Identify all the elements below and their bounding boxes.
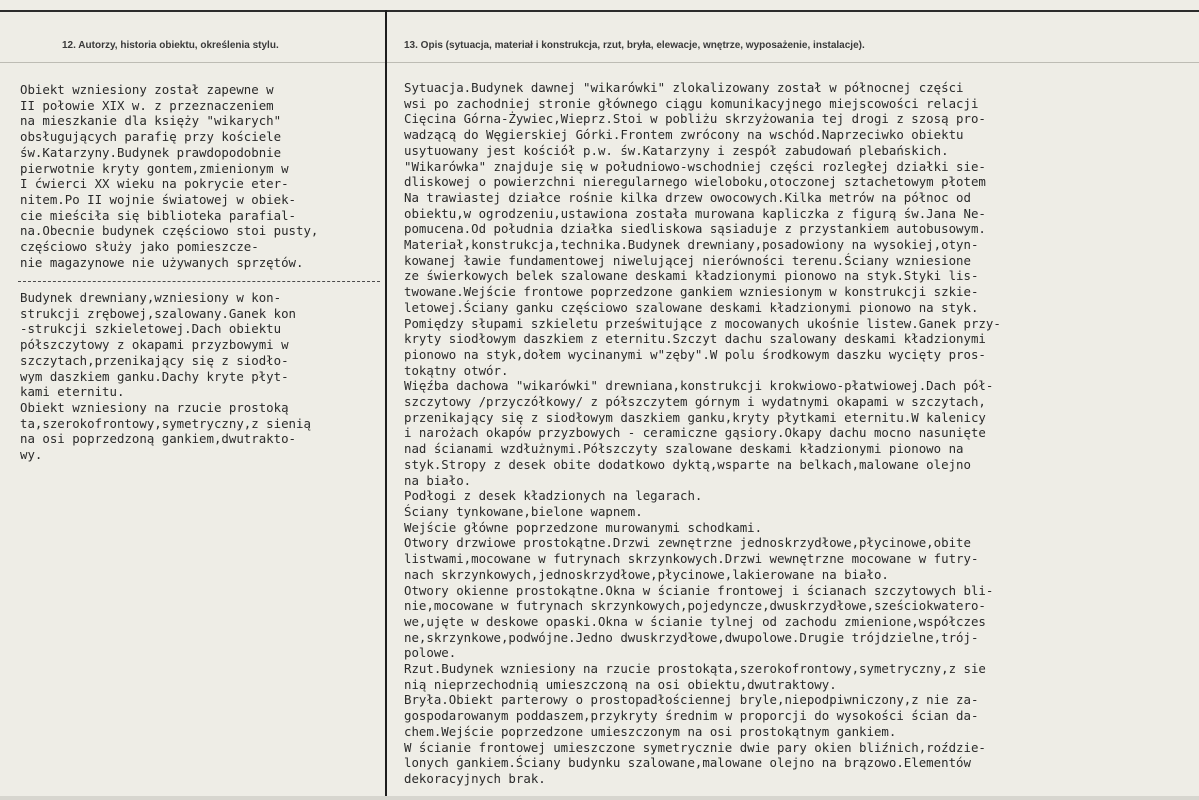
text-line: kryty siodłowym daszkiem z eternitu.Szczyt dachu szalowany deskami kładzionymi <box>404 331 986 347</box>
text-line: wsi po zachodniej stronie głównego ciągu komunikacyjnego miejscowości relacji <box>404 95 979 111</box>
history-text <box>20 82 382 270</box>
text-line: -strukcji szkieletowej.Dach obiektu <box>20 321 282 337</box>
text-line: Podłogi z desek kładzionych na legarach. <box>404 488 703 504</box>
description-text <box>404 80 1194 787</box>
text-line: styk.Stropy z desek obite dodatkowo dyktą,wsparte na belkach,malowane olejno <box>404 456 971 472</box>
text-line: pomucena.Od południa działka siedliskowa sąsiaduje z przystankiem autobusowym. <box>404 221 986 237</box>
text-line: Obiekt wzniesiony został zapewne w <box>20 82 274 97</box>
style-text <box>20 290 382 463</box>
text-line: szczytach,przenikający się z siodło- <box>20 352 289 368</box>
text-line: półszczytowy z okapami przyzbowymi w <box>20 337 289 353</box>
text-line: obsługujących parafię przy kościele <box>20 129 282 145</box>
text-line: wadzącą do Węgierskiej Górki.Frontem zwrócony na wschód.Naprzeciwko obiektu <box>404 127 964 143</box>
section-13-heading: 13. Opis (sytuacja, materiał i konstrukcja, rzut, bryła, elewacje, wnętrze, wyposażenie, instalacje). <box>404 40 865 51</box>
text-line: we,ujęte w deskowe opaski.Okna w ścianie tylnej od zachodu zmienione,współczes <box>404 613 986 629</box>
dashed-separator <box>18 281 380 282</box>
text-line: przenikający się z siodłowym daszkiem ganku,kryty płytkami eternitu.W kalenicy <box>404 409 986 425</box>
text-line: Otwory okienne prostokątne.Okna w ścianie frontowej i ścianach szczytowych bli- <box>404 582 994 598</box>
text-line: twowane.Wejście frontowe poprzedzone gankiem wzniesionym w konstrukcji szkie- <box>404 284 979 300</box>
bottom-edge <box>0 796 1199 800</box>
text-line: usytuowany jest kościół p.w. św.Katarzyny i zespół zabudowań plebańskich. <box>404 142 949 158</box>
text-line: wy. <box>20 447 43 463</box>
text-line: lonych gankiem.Ściany budynku szalowane,malowane olejno na brązowo.Elementów <box>404 755 971 771</box>
column-divider <box>385 10 387 800</box>
text-line: "Wikarówka" znajduje się w południowo-wschodniej części rozległej działki sie- <box>404 158 986 174</box>
text-line: dekoracyjnych brak. <box>404 770 546 786</box>
text-line: Na trawiastej działce rośnie kilka drzew owocowych.Kilka metrów na północ od <box>404 189 971 205</box>
text-line: na osi poprzedzoną gankiem,dwutrakto- <box>20 431 297 447</box>
text-line: ze świerkowych belek szalowane deskami kładzionymi pionowo na styk.Styki lis- <box>404 268 979 284</box>
text-line: nią nieprzechodnią umieszczoną na osi obiektu,dwutraktowy. <box>404 676 837 692</box>
text-line: obiektu,w ogrodzeniu,ustawiona została murowana kapliczka z figurą św.Jana Ne- <box>404 205 986 221</box>
text-line: częściowo służy jako pomieszcze- <box>20 239 259 255</box>
text-line: chem.Wejście poprzedzone umieszczonym na osi prostokątnym gankiem. <box>404 723 897 739</box>
text-line: ta,szerokofrontowy,symetryczny,z sienią <box>20 415 311 431</box>
text-line: Więźba dachowa "wikarówki" drewniana,konstrukcji krokwiowo-płatwiowej.Dach pół- <box>404 378 994 394</box>
text-line: nad ścianami wzdłużnymi.Półszczyty szalowane deskami kładzionymi pionowo na <box>404 441 964 457</box>
text-line: Rzut.Budynek wzniesiony na rzucie prostokąta,szerokofrontowy,symetryczny,z sie <box>404 661 986 677</box>
text-line: św.Katarzyny.Budynek prawdopodobnie <box>20 144 282 160</box>
text-line: Otwory drzwiowe prostokątne.Drzwi zewnętrzne jednoskrzydłowe,płycinowe,obite <box>404 535 971 551</box>
header-rule <box>0 62 1199 63</box>
text-line: gospodarowanym poddaszem,przykryty średnim w proporcji do wysokości ścian da- <box>404 708 979 724</box>
text-line: ne,skrzynkowe,podwójne.Jedno dwuskrzydłowe,dwupolowe.Drugie trójdzielne,trój- <box>404 629 979 645</box>
text-line: II połowie XIX w. z przeznaczeniem <box>20 97 274 113</box>
text-line: Sytuacja.Budynek dawnej "wikarówki" zlokalizowany został w północnej części <box>404 80 964 95</box>
text-line: Wejście główne poprzedzone murowanymi schodkami. <box>404 519 763 535</box>
text-line: nach skrzynkowych,jednoskrzydłowe,płycinowe,lakierowane na biało. <box>404 566 889 582</box>
text-line: tokątny otwór. <box>404 362 509 378</box>
text-line: Materiał,konstrukcja,technika.Budynek drewniany,posadowiony na wysokiej,otyn- <box>404 237 979 253</box>
text-line: letowej.Ściany ganku częściowo szalowane deskami kładzionymi pionowo na styk. <box>404 299 979 315</box>
text-line: kami eternitu. <box>20 384 125 400</box>
text-line: nie,mocowane w futrynach skrzynkowych,pojedyncze,dwuskrzydłowe,sześciokwatero- <box>404 598 986 614</box>
text-line: nie magazynowe nie używanych sprzętów. <box>20 254 304 270</box>
text-line: listwami,mocowane w futrynach skrzynkowych.Drzwi wewnętrzne mocowane w futry- <box>404 551 979 567</box>
text-line: I ćwierci XX wieku na pokrycie eter- <box>20 176 289 192</box>
top-border-rule <box>0 10 1199 12</box>
text-line: pierwotnie kryty gontem,zmienionym w <box>20 160 289 176</box>
text-line: strukcji zrębowej,szalowany.Ganek kon <box>20 305 297 321</box>
text-line: na mieszkanie dla księży "wikarych" <box>20 113 282 129</box>
text-line: szczytowy /przyczółkowy/ z półszczytem górnym i wydatnymi okapami w szczytach, <box>404 394 986 410</box>
text-line: wym daszkiem ganku.Dachy kryte płyt- <box>20 368 289 384</box>
text-line: na biało. <box>404 472 472 488</box>
section-12-heading: 12. Autorzy, historia obiektu, określenia stylu. <box>62 40 279 51</box>
text-line: polowe. <box>404 645 457 661</box>
text-line: Cięcina Górna-Żywiec,Wieprz.Stoi w pobliżu skrzyżowania tej drogi z szosą pro- <box>404 111 986 127</box>
text-line: nitem.Po II wojnie światowej w obiek- <box>20 191 297 207</box>
text-line: Ściany tynkowane,bielone wapnem. <box>404 503 643 519</box>
text-line: W ścianie frontowej umieszczone symetrycznie dwie pary okien bliźnich,roździe- <box>404 739 986 755</box>
text-line: dliskowej o powierzchni nieregularnego wieloboku,otoczonej sztachetowym płotem <box>404 174 986 190</box>
text-line: Budynek drewniany,wzniesiony w kon- <box>20 290 282 305</box>
text-line: na.Obecnie budynek częściowo stoi pusty, <box>20 223 319 239</box>
text-line: i narożach okapów przyzbowych - ceramiczne gąsiory.Okapy dachu mocno nasunięte <box>404 425 986 441</box>
text-line: cie mieściła się biblioteka parafial- <box>20 207 297 223</box>
text-line: kowanej ławie fundamentowej niwelującej nierówności terenu.Ściany wzniesione <box>404 252 971 268</box>
text-line: Obiekt wzniesiony na rzucie prostoką <box>20 399 289 415</box>
text-line: Bryła.Obiekt parterowy o prostopadłościennej bryle,niepodpiwniczony,z nie za- <box>404 692 979 708</box>
text-line: pionowo na styk,dołem wycinanymi w"zęby".W polu środkowym daszku wycięty pros- <box>404 346 986 362</box>
text-line: Pomiędzy słupami szkieletu prześwitujące z mocowanych ukośnie listew.Ganek przy- <box>404 315 1001 331</box>
